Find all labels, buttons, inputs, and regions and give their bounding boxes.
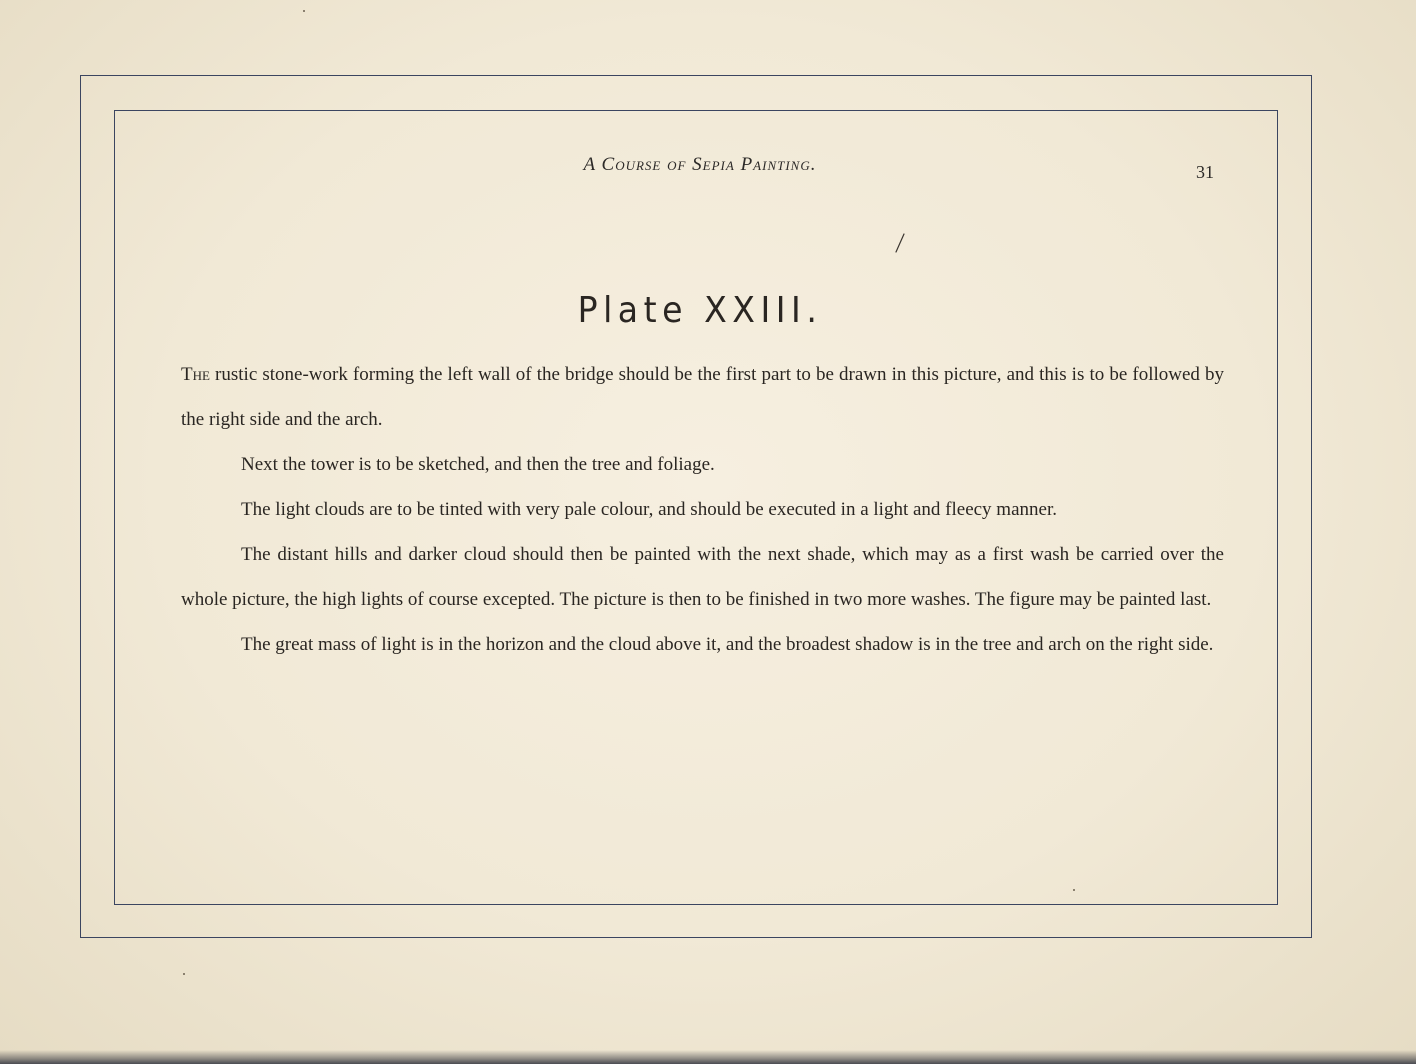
- paper-speck: [303, 10, 305, 12]
- plate-title: Plate XXIII.: [577, 290, 823, 331]
- pencil-mark: [893, 233, 907, 253]
- running-head: [440, 154, 960, 176]
- page-number: 31: [1196, 162, 1214, 182]
- paragraph-5: The great mass of light is in the horizon and the cloud above it, and the broadest shadow is in the tree and arch on the right side.: [241, 634, 1214, 655]
- paragraph-4: The distant hills and darker cloud should then be painted with the next shade, which may as a first wash be carried over the whole picture, the high lights of course excepted. The picture is then to be finished in two more washes. The figure may be painted last.: [181, 544, 1224, 610]
- paragraph-1-lead: The: [181, 364, 210, 385]
- paragraph-2: Next the tower is to be sketched, and then the tree and foliage.: [241, 454, 715, 475]
- paper-speck: [1073, 889, 1075, 891]
- running-head-title: Course of Sepia Painting.: [601, 154, 817, 175]
- running-head-prefix: A: [583, 154, 602, 175]
- body-text: [181, 352, 1224, 667]
- paragraph-1-text: rustic stone-work forming the left wall of the bridge should be the first part to be drawn in this picture, and this is to be followed by the right side and the arch.: [181, 364, 1224, 430]
- paper-speck: [183, 973, 185, 975]
- paragraph-3: The light clouds are to be tinted with very pale colour, and should be executed in a light and fleecy manner.: [241, 499, 1057, 520]
- paragraph-1: [181, 352, 1224, 442]
- page-edge-shadow: [0, 1050, 1416, 1064]
